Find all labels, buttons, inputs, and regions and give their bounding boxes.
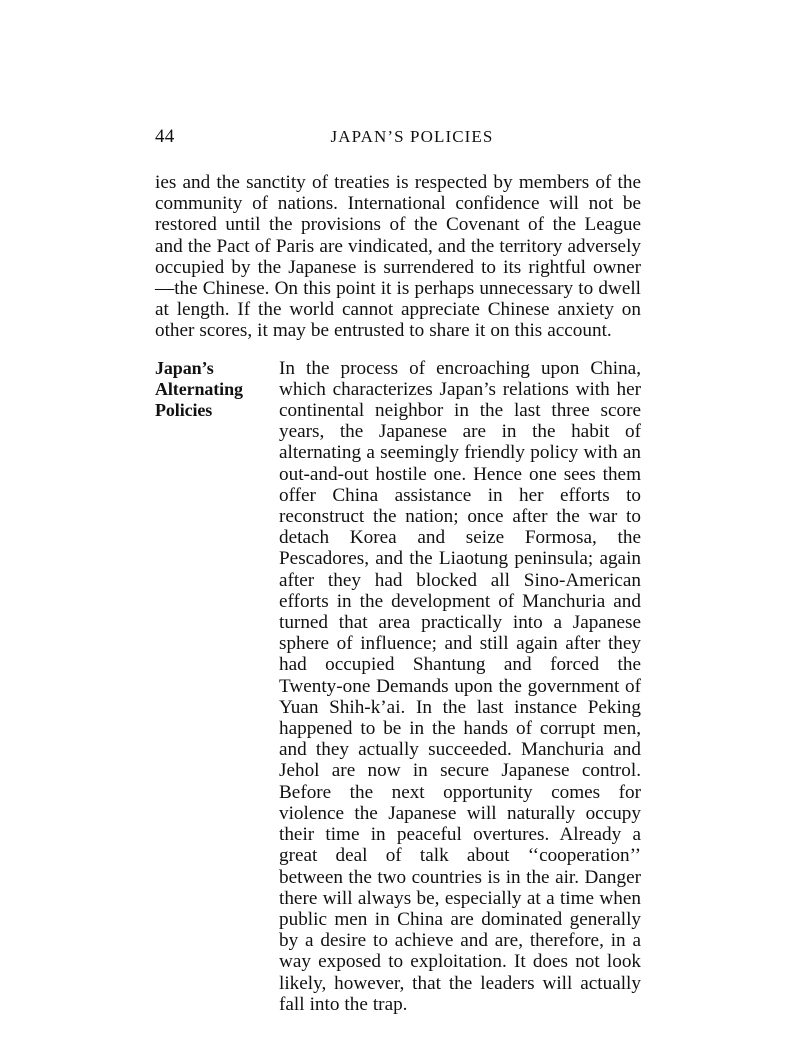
paragraph-alternating-policies: In the process of encroaching upon China, which characterizes Japan’s relations with her continental neighbor in the last three score years, the Japanese are in the habit of alternating a seemingly friendly policy with an out-and-out hostile one. Hence one sees them offer China assistance in her efforts to reconstruct the nation; once after the war to detach Korea and seize Formosa, the Pescadores, and the Liaotung peninsula; again after they had blocked all Sino-American efforts in the development of Manchuria and turned that area practically into a Japanese sphere of influence; and still again after they had occupied Shantung and forced the Twenty-one Demands upon the government of Yuan Shih-k’ai. In the last instance Peking happened to be in the hands of corrupt men, and they actually succeeded. Manchuria and Jehol are now in secure Japanese control. Before the next opportunity comes for violence the Japanese will naturally occupy their time in peaceful overtures. Already a great deal of talk about ‘‘cooperation’’ between the two countries is in the air. Danger there will always be, especially at a time when public men in China are dominated generally by a desire to achieve and are, therefore, in a way exposed to exploitation. It does not look likely, however, that the leaders will actually fall into the trap. <box>279 357 641 1015</box>
sidenote-line-1: Japan’s <box>155 357 214 378</box>
marginal-sidenote-heading <box>155 358 279 422</box>
sidenote-line-3: Policies <box>155 400 213 421</box>
sidenote-line-2: Alternating <box>155 378 243 399</box>
text-column <box>155 172 641 1015</box>
page-header <box>155 126 641 148</box>
page-number: 44 <box>155 126 175 147</box>
running-head: JAPAN’S POLICIES <box>330 127 494 146</box>
sidenote-paragraph-block <box>155 358 641 1015</box>
paragraph-continuation: ies and the sanctity of treaties is respected by members of the community of nations. International confidence will not be restored until the provisions of the Covenant of the League and the Pact of Paris are vindicated, and the territory adversely occupied by the Japanese is surrendered to its rightful owner—the Chinese. On this point it is perhaps unnecessary to dwell at length. If the world cannot appreciate Chinese anxiety on other scores, it may be entrusted to share it on this account. <box>155 172 641 342</box>
